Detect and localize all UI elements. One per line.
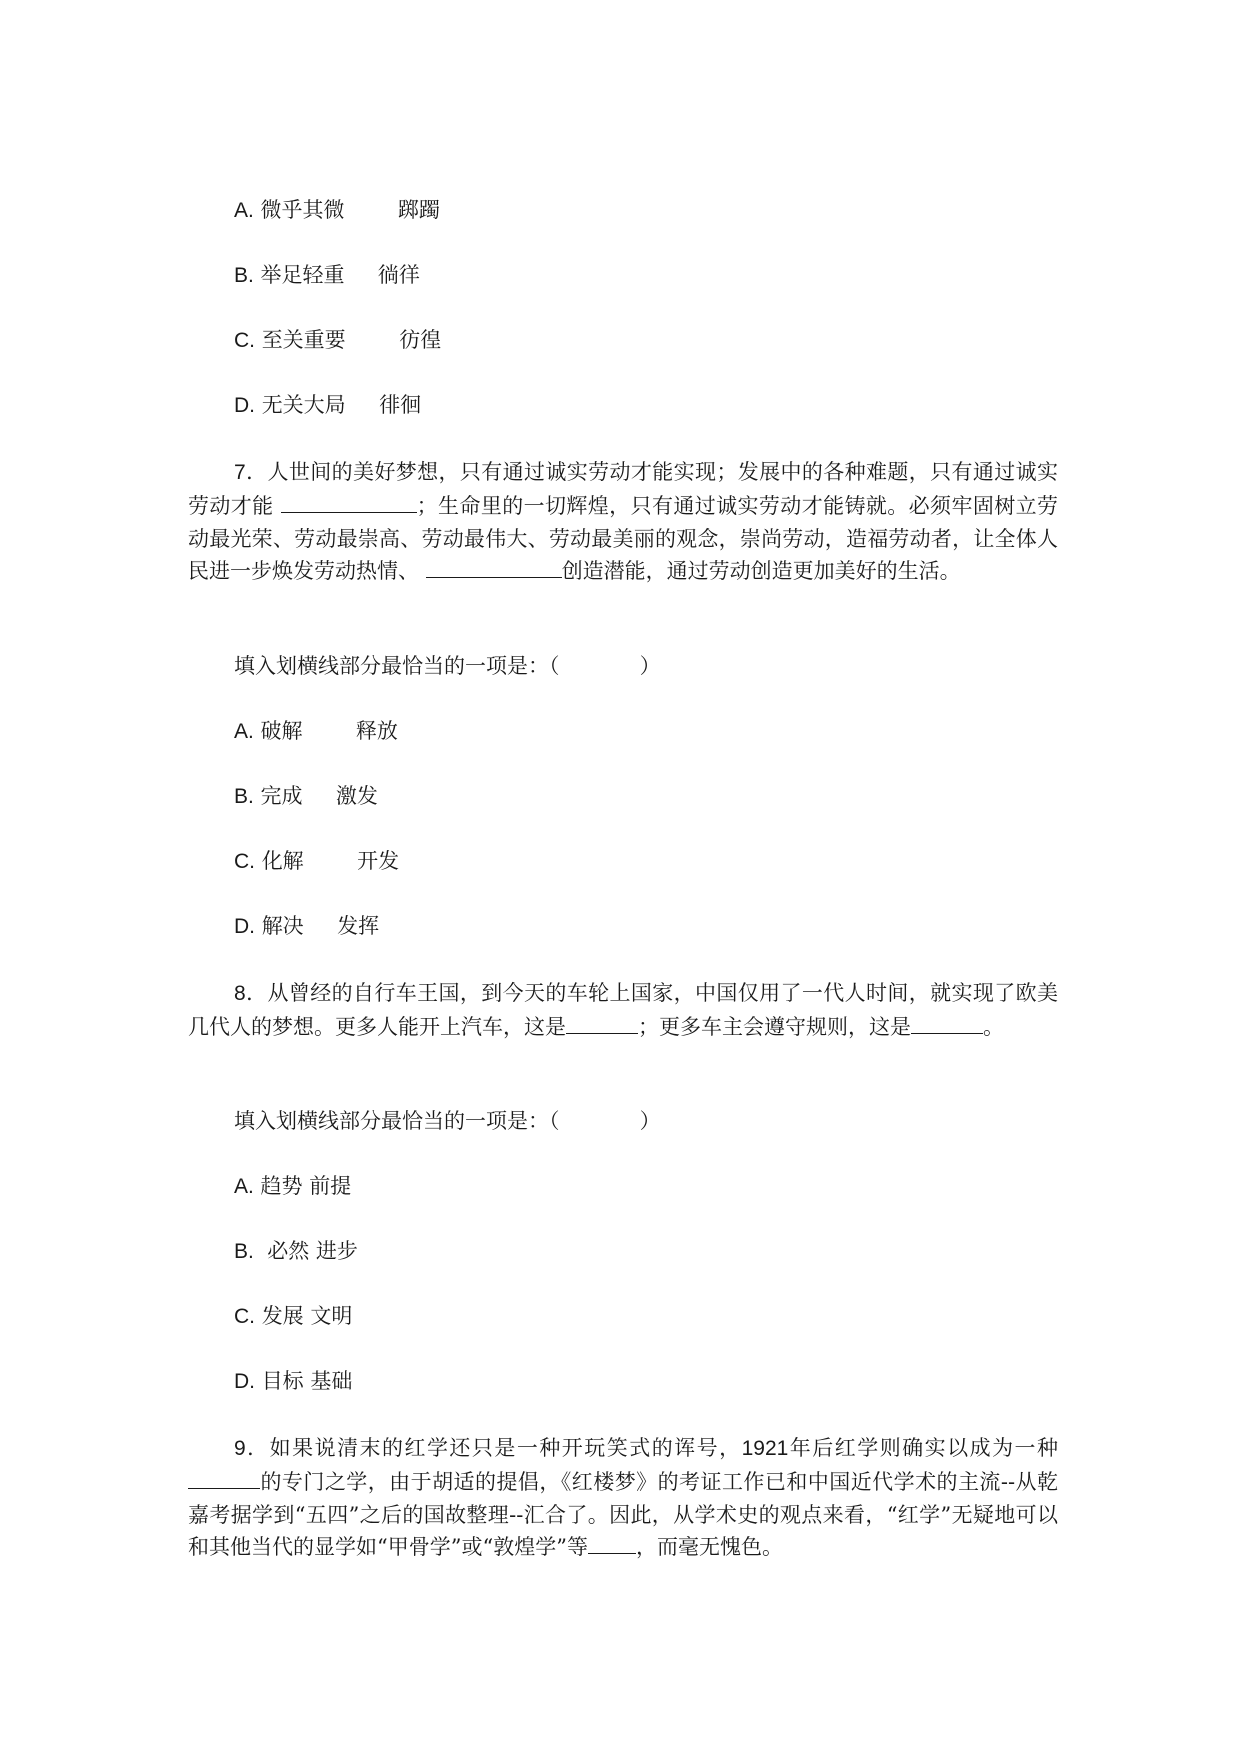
option-letter: C. [234,850,255,873]
question-number: 9 [234,1437,246,1460]
q7-text-part3: 创造潜能，通过劳动创造更加美好的生活。 [561,559,961,584]
q8-prompt: 填入划横线部分最恰当的一项是：（ ） [234,1109,661,1133]
option-text: 破解 释放 [260,719,398,743]
q7-text-part1: 人世间的美好梦想，只有通过诚实劳动才能实现；发展中的各种难题，只有通过诚实劳动才能 [188,460,1059,518]
option-text: 必然 进步 [260,1239,358,1263]
q9-text-part1: 如果说清末的红学还只是一种开玩笑式的诨号， [269,1436,742,1460]
answer-blank [566,1013,638,1034]
q8-text-part2: ；更多车主会遵守规则，这是 [638,1014,911,1039]
option-letter: B. [234,785,254,808]
q8-option-c [234,1302,352,1331]
q7-option-b [234,782,378,811]
number-separator: ． [245,981,268,1005]
q8-text-part1: 从曾经的自行车王国，到今天的车轮上国家，中国仅用了一代人时间，就实现了欧美几代人的梦想。更多人能开上汽车，这是 [188,981,1059,1039]
q7-option-a [234,717,398,746]
answer-blank [426,557,562,578]
answer-blank [188,1468,260,1489]
q6-option-c [234,326,441,355]
answer-blank [911,1013,983,1034]
q9-text-part2: 年后红学则确实以成为一种 [788,1436,1059,1460]
answer-blank [588,1533,636,1554]
option-letter: A. [234,1175,254,1198]
option-text: 无关大局 徘徊 [261,393,422,417]
option-text: 举足轻重 徜徉 [260,263,420,287]
q8-option-b [234,1237,358,1266]
option-text: 完成 激发 [260,784,378,808]
number-separator: ． [245,460,268,484]
option-text: 至关重要 彷徨 [261,328,442,352]
question-number: 7 [234,461,246,484]
option-text: 目标 基础 [261,1369,353,1393]
q8-option-a [234,1172,351,1201]
option-text: 微乎其微 踯躅 [260,198,440,222]
q7-prompt: 填入划横线部分最恰当的一项是：（ ） [234,654,661,678]
q6-option-a [234,196,440,225]
option-text: 化解 开发 [261,849,400,873]
option-letter: D. [234,915,255,938]
option-letter: C. [234,1305,255,1328]
q8-option-d [234,1367,352,1396]
option-text: 发展 文明 [261,1304,353,1328]
number-separator: ． [245,1436,270,1460]
option-letter: D. [234,394,255,417]
q8-text-part3: 。 [983,1014,1004,1039]
q9-stem [188,1432,1058,1564]
document-page [188,0,1058,1754]
option-text: 趋势 前提 [260,1174,352,1198]
option-letter: C. [234,329,255,352]
option-letter: B. [234,1240,254,1263]
q6-option-d [234,391,421,420]
q8-stem [188,977,1058,1044]
q7-stem [188,456,1058,588]
answer-blank [281,492,417,513]
q7-option-d [234,912,379,941]
option-letter: A. [234,199,254,222]
q7-option-c [234,847,399,876]
option-letter: A. [234,720,254,743]
q9-text-part3: 的专门之学，由于胡适的提倡，《红楼梦》的考证工作已和中国近代学术的主流--从乾嘉考据学到“五四”之后的国故整理--汇合了。因此，从学术史的观点来看，“红学”无疑地可以和其他当代的显学如“甲骨学”或“敦煌学”等 [188,1469,1058,1560]
option-letter: D. [234,1370,255,1393]
option-letter: B. [234,264,254,287]
q6-option-b [234,261,420,290]
option-text: 解决 发挥 [261,914,380,938]
question-number: 8 [234,982,246,1005]
year: 1921 [741,1437,789,1460]
q7-text-part2: ；生命里的一切辉煌，只有通过诚实劳动才能铸就。必须牢固树立劳动最光荣、劳动最崇高、劳动最伟大、劳动最美丽的观念，崇尚劳动，造福劳动者，让全体人民进一步焕发劳动热情、 [188,493,1059,584]
q9-text-part4: ，而毫无愧色。 [635,1535,783,1560]
